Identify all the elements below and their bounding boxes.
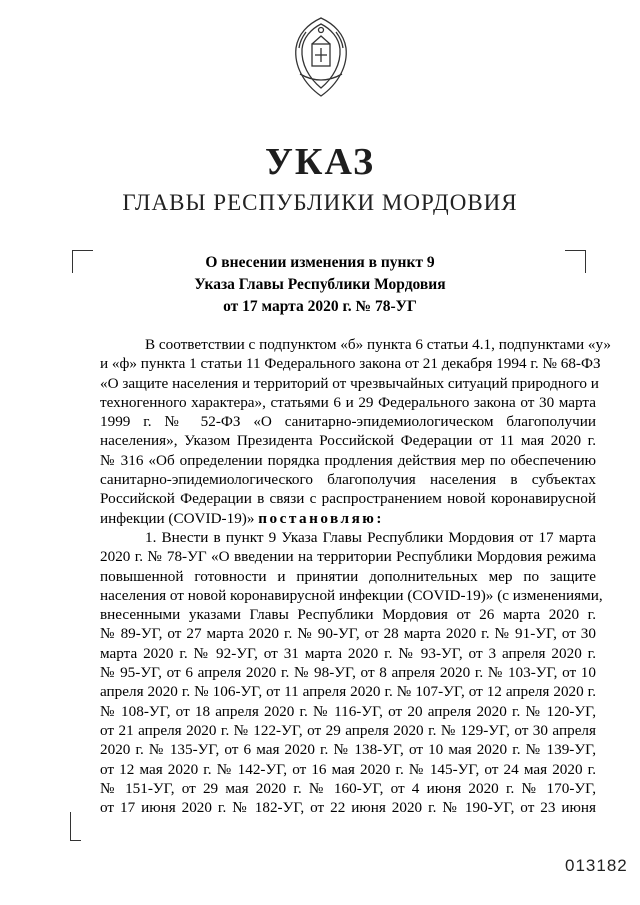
- body-line: населения», Указом Президента Российской Федерации от 11 мая 2020 г.: [100, 432, 596, 450]
- heading-line: О внесении изменения в пункт 9: [205, 254, 435, 271]
- document-subtitle: ГЛАВЫ РЕСПУБЛИКИ МОРДОВИЯ: [122, 190, 518, 215]
- item-line: внесенными указами Главы Республики Мордовия от 26 марта 2020 г.: [100, 606, 596, 624]
- decree-heading: [150, 252, 490, 318]
- body-line: 1999 г. № 52-ФЗ «О санитарно-эпидемиологическом благополучии: [100, 413, 596, 431]
- serial-number: 013182: [565, 856, 628, 875]
- heading-line: от 17 марта 2020 г. № 78-УГ: [223, 298, 417, 315]
- coat-of-arms-icon: [286, 14, 356, 100]
- item-line: № 95-УГ, от 6 апреля 2020 г. № 98-УГ, от 8 апреля 2020 г. № 103-УГ, от 10: [100, 664, 596, 682]
- body-line: № 316 «Об определении порядка продления действия мер по обеспечению: [100, 451, 596, 469]
- body-line: Российской Федерации в связи с распространением новой коронавирусной: [100, 490, 596, 508]
- body-line: и «ф» пункта 1 статьи 11 Федерального закона от 21 декабря 1994 г. № 68-ФЗ: [100, 355, 601, 373]
- item-line: марта 2020 г. № 92-УГ, от 31 марта 2020 г. № 93-УГ, от 3 апреля 2020 г.: [100, 644, 596, 662]
- heading-line: Указа Главы Республики Мордовия: [194, 276, 446, 293]
- corner-mark-left: [72, 250, 93, 273]
- item-line: от 12 мая 2020 г. № 142-УГ, от 16 мая 2020 г. № 145-УГ, от 24 мая 2020 г.: [100, 760, 596, 778]
- item-line: от 21 апреля 2020 г. № 122-УГ, от 29 апреля 2020 г. № 129-УГ, от 30 апреля: [100, 721, 596, 739]
- item-line: № 151-УГ, от 29 мая 2020 г. № 160-УГ, от 4 июня 2020 г. № 170-УГ,: [100, 779, 596, 797]
- item-line: 2020 г. № 135-УГ, от 6 мая 2020 г. № 138-УГ, от 10 мая 2020 г. № 139-УГ,: [100, 741, 596, 759]
- corner-mark-right: [565, 250, 586, 273]
- item-line: апреля 2020 г. № 106-УГ, от 11 апреля 2020 г. № 107-УГ, от 12 апреля 2020 г.: [100, 683, 596, 701]
- item-line: 1. Внести в пункт 9 Указа Главы Республики Мордовия от 17 марта: [145, 528, 596, 546]
- item-line: населения от новой коронавирусной инфекции (COVID-19)» (с изменениями,: [100, 586, 603, 604]
- item-line: № 108-УГ, от 18 апреля 2020 г. № 116-УГ, от 20 апреля 2020 г. № 120-УГ,: [100, 702, 596, 720]
- item-line: № 89-УГ, от 27 марта 2020 г. № 90-УГ, от 28 марта 2020 г. № 91-УГ, от 30: [100, 625, 596, 643]
- body-line-text: инфекции (COVID-19)»: [100, 509, 255, 527]
- body-line: санитарно-эпидемиологического благополучия населения в субъектах: [100, 471, 596, 489]
- decree-word: постановляю:: [258, 509, 384, 527]
- document-title: УКАЗ: [265, 141, 375, 183]
- body-line: В соответствии с подпунктом «б» пункта 6 статьи 4.1, подпунктами «у»: [145, 336, 612, 353]
- body-line: техногенного характера», статьями 6 и 29 Федерального закона от 30 марта: [100, 393, 596, 411]
- item-line: от 17 июня 2020 г. № 182-УГ, от 22 июня 2020 г. № 190-УГ, от 23 июня: [100, 799, 596, 817]
- body-line: [100, 509, 596, 528]
- margin-mark: [70, 812, 81, 841]
- body-line: «О защите населения и территорий от чрезвычайных ситуаций природного и: [100, 374, 599, 392]
- item-line: 2020 г. № 78-УГ «О введении на территории Республики Мордовия режима: [100, 548, 596, 566]
- decree-body: [100, 335, 612, 817]
- item-line: повышенной готовности и принятии дополнительных мер по защите: [100, 567, 596, 585]
